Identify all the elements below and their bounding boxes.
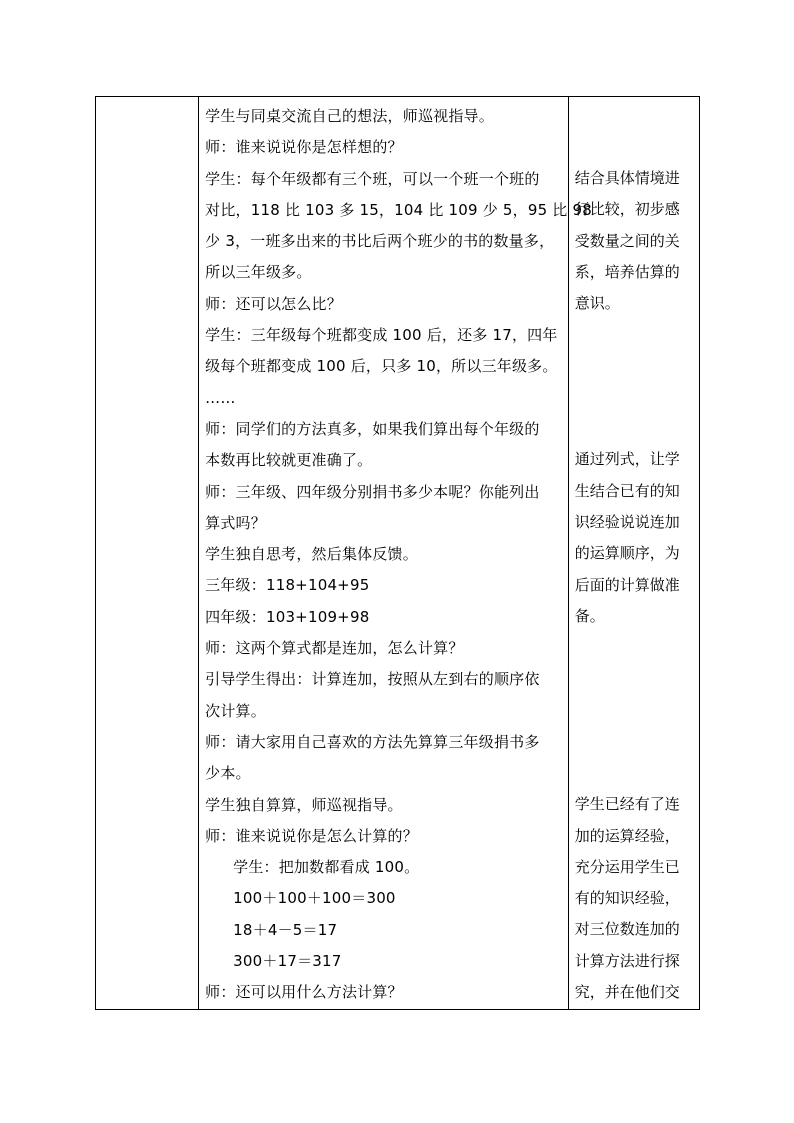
note-line: 生结合已有的知 (574, 481, 680, 500)
text-line: 引导学生得出：计算连加，按照从左到右的顺序依 (205, 670, 540, 689)
text-line: 师：谁来说说你是怎么计算的？ (205, 826, 418, 845)
text-line: 所以三年级多。 (205, 263, 312, 282)
note-line: 通过列式，让学 (574, 450, 680, 469)
text-line: 次计算。 (205, 701, 266, 720)
text-line: …… (205, 388, 236, 407)
text-line: 师：还可以怎么比？ (205, 294, 342, 313)
text-line: 学生独自思考，然后集体反馈。 (205, 545, 418, 564)
note-line: 系，培养估算的 (574, 262, 680, 281)
note-line: 后面的计算做准 (574, 575, 680, 594)
note-block-3 (569, 789, 699, 1008)
note-line: 究，并在他们交 (574, 983, 680, 1002)
calculation-line: 18＋4－5＝17 (233, 920, 338, 939)
text-line: 学生：三年级每个班都变成 100 后，还多 17，四年 (205, 326, 558, 345)
text-line: 师：三年级、四年级分别捐书多少本呢？你能列出 (205, 482, 540, 501)
design-intent-cell (568, 97, 699, 1010)
text-line: 少本。 (205, 764, 251, 783)
text-line: 学生：把加数都看成 100。 (233, 858, 420, 877)
note-line: 学生已经有了连 (574, 795, 680, 814)
text-line: 四年级：103+109+98 (205, 607, 370, 626)
note-line: 受数量之间的关 (574, 231, 680, 250)
text-line: 师：还可以用什么方法计算？ (205, 983, 403, 1002)
text-line: 级每个班都变成 100 后，只多 10，所以三年级多。 (205, 357, 558, 376)
note-line: 加的运算经验， (574, 826, 680, 845)
note-line: 充分运用学生已 (574, 857, 680, 876)
note-line: 识经验说说连加 (574, 513, 680, 532)
note-line: 行比较，初步感 (574, 200, 680, 219)
note-line: 结合具体情境进 (574, 169, 680, 187)
note-line: 意识。 (574, 294, 620, 313)
text-line: 师：请大家用自己喜欢的方法先算算三年级捐书多 (205, 732, 540, 751)
text-line: 师：谁来说说你是怎样想的？ (205, 138, 403, 157)
text-line: 学生与同桌交流自己的想法，师巡视指导。 (205, 107, 494, 125)
stage-cell (96, 97, 199, 1010)
note-line: 对三位数连加的 (574, 920, 680, 939)
note-line: 有的知识经验， (574, 889, 680, 908)
note-line: 的运算顺序，为 (574, 544, 680, 563)
text-line: 师：这两个算式都是连加，怎么计算？ (205, 639, 464, 658)
calculation-line: 300＋17＝317 (233, 952, 342, 971)
text-line: 三年级：118+104+95 (205, 576, 370, 595)
table-row (96, 97, 700, 1010)
lesson-plan-table (95, 96, 700, 1010)
text-line: 学生：每个年级都有三个班，可以一个班一个班的 (205, 169, 540, 188)
text-line: 算式吗？ (205, 513, 266, 532)
note-line: 计算方法进行探 (574, 951, 680, 970)
text-line: 学生独自算算，师巡视指导。 (205, 795, 403, 814)
text-line: 本数再比较就更准确了。 (205, 451, 373, 470)
text-line: 少 3，一班多出来的书比后两个班少的书的数量多， (205, 232, 555, 251)
teaching-process-cell (199, 97, 592, 1010)
text-line: 对比，118 比 103 多 15，104 比 109 少 5，95 比 98 (205, 200, 592, 219)
note-block-1 (569, 163, 699, 319)
note-block-2 (569, 444, 699, 632)
text-line: 师：同学们的方法真多，如果我们算出每个年级的 (205, 419, 540, 438)
note-line: 备。 (574, 606, 605, 625)
calculation-line: 100＋100＋100＝300 (233, 889, 396, 908)
